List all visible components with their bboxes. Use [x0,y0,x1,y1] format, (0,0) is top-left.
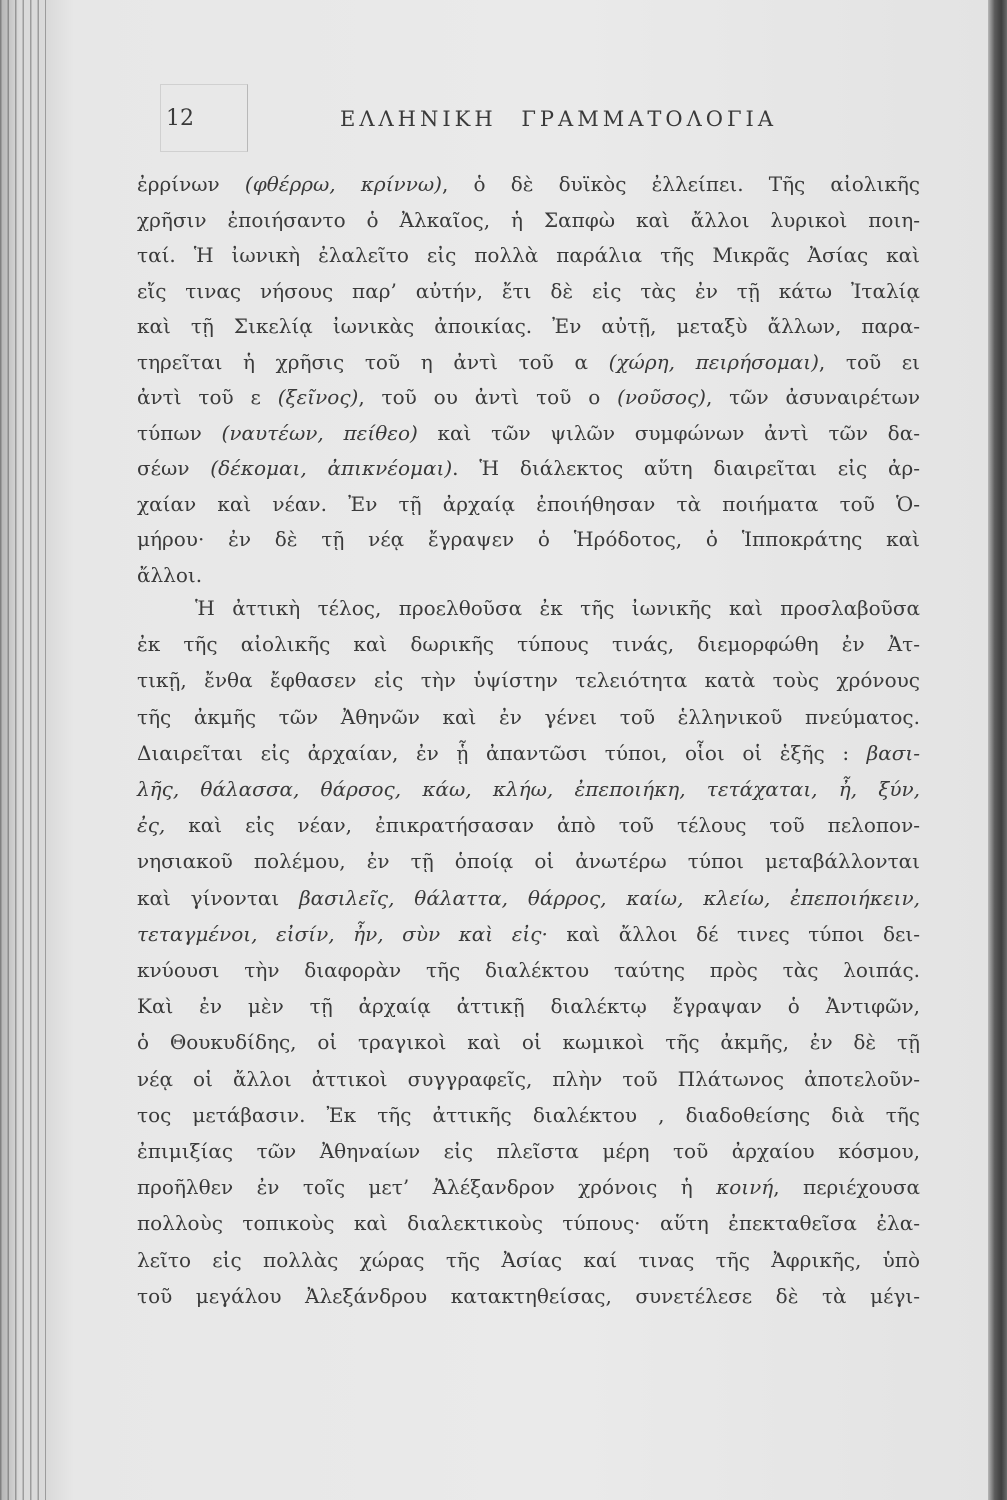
text-line [137,309,920,345]
text-run: καὶ τῇ Σικελίᾳ ἰωνικὰς ἀποικίας. Ἐν αὐτῇ, μεταξὺ ἄλλων, παρα- [137,314,920,338]
example-form: (δέκομαι, ἀπικνέομαι) [210,456,453,480]
text-run: τος μετάβασιν. Ἐκ τῆς ἀττικῆς διαλέκτου , διαδοθείσης διὰ τῆς [137,1102,920,1127]
body-text [137,167,920,1314]
text-run: , ὁ δὲ δυϊκὸς ἐλλείπει. Τῆς αἰολικῆς [441,172,921,196]
text-line [137,626,920,662]
text-run: νησιακοῦ πολέμου, ἐν τῇ ὁποίᾳ οἱ ἀνωτέρω τύποι μεταβάλλονται [137,849,920,874]
text-run: χρῆσιν ἐποιήσαντο ὁ Ἀλκαῖος, ἡ Σαπφὼ καὶ ἄλλοι λυρικοὶ ποιη- [137,207,920,232]
text-run: , περιέχουσα [773,1175,920,1200]
text-line [137,487,920,523]
text-run: ἄλλοι. [137,562,203,587]
text-line [137,699,920,735]
text-run: . Ἡ διάλεκτος αὕτη διαιρεῖται εἰς ἀρ- [452,456,920,480]
text-run: ἀντὶ τοῦ ε [137,385,278,409]
text-line [137,771,920,807]
text-run: Ἡ ἀττικὴ τέλος, προελθοῦσα ἐκ τῆς ἰωνικῆς καὶ προσλαβοῦσα [195,596,920,620]
text-run: πολλοὺς τοπικοὺς καὶ διαλεκτικοὺς τύπους· αὕτη ἐπεκταθεῖσα ἐλα- [137,1211,920,1236]
text-run: καὶ τῶν ψιλῶν συμφώνων ἀντὶ τῶν δα- [417,420,920,445]
text-line [137,1061,920,1097]
text-run: , τοῦ ει [818,349,920,374]
text-line [137,590,920,626]
text-run: τῆς ἀκμῆς τῶν Ἀθηνῶν καὶ ἐν γένει τοῦ ἑλληνικοῦ πνεύματος. [137,704,920,729]
example-form: τεταγμένοι, εἰσίν, ἦν, σὺν καὶ εἰς· [137,921,548,946]
text-line [137,1133,920,1169]
text-line [137,380,920,416]
text-run: μήρου· ἐν δὲ τῇ νέᾳ ἔγραψεν ὁ Ἡρόδοτος, ὁ Ἱπποκράτης καὶ [137,527,920,551]
text-run: ἐρρίνων [137,172,245,196]
text-line [137,1024,920,1060]
text-run: εἴς τινας νήσους παρ’ αὐτήν, ἔτι δὲ εἰς τὰς ἐν τῇ κάτω Ἰταλίᾳ [137,278,920,303]
text-line [137,952,920,988]
text-line [137,662,920,698]
text-line [137,345,920,381]
example-form: κοινή [716,1175,774,1200]
text-line [137,843,920,879]
page-number: 12 [166,106,194,131]
text-line [137,416,920,452]
text-line [137,167,920,203]
text-line [137,238,920,274]
text-run: Καὶ ἐν μὲν τῇ ἀρχαίᾳ ἀττικῇ διαλέκτῳ ἔγραψαν ὁ Ἀντιφῶν, [137,994,920,1019]
text-run: ἐπιμιξίας τῶν Ἀθηναίων εἰς πλεῖστα μέρη τοῦ ἀρχαίου κόσμου, [137,1139,920,1164]
text-run: καὶ ἄλλοι δέ τινες τύποι δει- [547,921,920,946]
text-run: , τοῦ ου ἀντὶ τοῦ ο [358,385,618,409]
example-form: (χώρη, πειρήσομαι) [608,349,819,374]
text-run: καὶ γίνονται [137,885,300,910]
page-edge-stack [0,0,46,1500]
text-line [137,274,920,310]
text-line [137,1278,920,1314]
running-title: ΕΛΛΗΝΙΚΗ ΓΡΑΜΜΑΤΟΛΟΓΙΑ [340,107,777,131]
text-run: ἐκ τῆς αἰολικῆς καὶ δωρικῆς τύπους τινάς, διεμορφώθη ἐν Ἀτ- [137,632,920,657]
text-line [137,558,920,594]
text-run: τοῦ μεγάλου Ἀλεξάνδρου κατακτηθείσας, συνετέλεσε δὲ τὰ μέγι- [137,1283,920,1308]
paragraph [137,590,920,1314]
text-run: προῆλθεν ἐν τοῖς μετ’ Ἀλέξανδρον χρόνοις ἡ [137,1175,717,1200]
example-form: βασιλεῖς, θάλαττα, θάρρος, καίω, κλείω, ἐπεποιήκειν, [299,885,920,910]
text-run: χαίαν καὶ νέαν. Ἐν τῇ ἀρχαίᾳ ἐποιήθησαν τὰ ποιήματα τοῦ Ὁ- [137,491,920,516]
example-form: ἐς, [137,813,166,838]
example-form: λῆς, θάλασσα, θάρσος, κάω, κλήω, ἐπεποιήκη, τετάχαται, ἦ, ξύν, [137,777,920,802]
text-run: Διαιρεῖται εἰς ἀρχαίαν, ἐν ᾗ ἀπαντῶσι τύποι, οἷοι οἱ ἑξῆς : [137,740,867,765]
text-line [137,203,920,239]
text-run: καὶ εἰς νέαν, ἐπικρατήσασαν ἀπὸ τοῦ τέλους τοῦ πελοπον- [165,813,920,838]
example-form: (ξεῖνος) [277,385,359,409]
text-run: νέᾳ οἱ ἄλλοι ἀττικοὶ συγγραφεῖς, πλὴν τοῦ Πλάτωνος ἀποτελοῦν- [137,1066,920,1091]
text-line [137,451,920,487]
text-run: ταί. Ἡ ἰωνικὴ ἐλαλεῖτο εἰς πολλὰ παράλια τῆς Μικρᾶς Ἀσίας καὶ [137,243,920,267]
text-line [137,807,920,843]
text-line [137,1205,920,1241]
text-line [137,1097,920,1133]
text-line [137,988,920,1024]
example-form: (νοῦσος) [617,385,706,409]
text-run: κνύουσι τὴν διαφορὰν τῆς διαλέκτου ταύτης πρὸς τὰς λοιπάς. [137,958,920,983]
text-run: σέων [137,456,211,480]
paragraph [137,167,920,593]
text-line [137,735,920,771]
scan-border [988,0,1007,1500]
text-run: , τῶν ἀσυναιρέτων [705,385,920,409]
text-line [137,916,920,952]
text-run: τικῇ, ἔνθα ἔφθασεν εἰς τὴν ὑψίστην τελειότητα κατὰ τοὺς χρόνους [137,668,920,693]
example-form: (ναυτέων, πείθεο) [221,420,418,445]
text-run: ὁ Θουκυδίδης, οἱ τραγικοὶ καὶ οἱ κωμικοὶ τῆς ἀκμῆς, ἐν δὲ τῇ [137,1030,920,1055]
text-line [137,880,920,916]
text-run: τηρεῖται ἡ χρῆσις τοῦ η ἀντὶ τοῦ α [137,349,609,374]
text-run: λεῖτο εἰς πολλὰς χώρας τῆς Ἀσίας καί τινας τῆς Ἀφρικῆς, ὑπὸ [137,1247,920,1272]
text-line [137,1242,920,1278]
text-run: τύπων [137,420,222,445]
example-form: (φθέρρω, κρίννω) [244,172,442,196]
example-form: βασι- [866,740,920,765]
text-line [137,1169,920,1205]
text-line [137,522,920,558]
